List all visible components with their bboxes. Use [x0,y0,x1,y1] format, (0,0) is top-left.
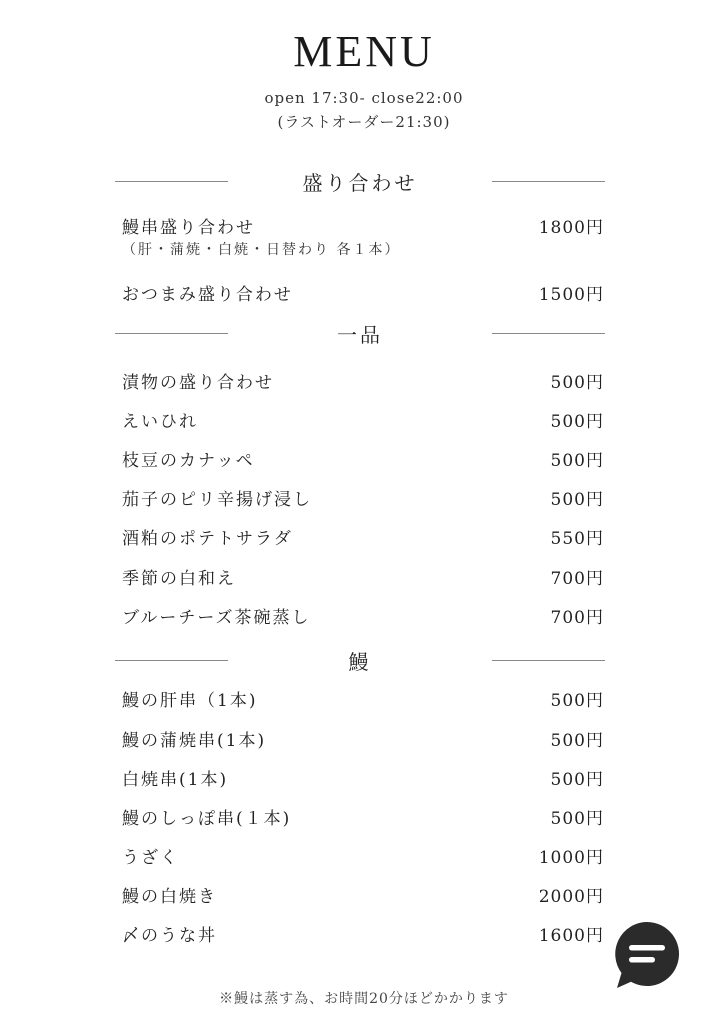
item-name: 季節の白和え [122,569,236,589]
item-name: おつまみ盛り合わせ [122,285,293,305]
menu-item [122,603,604,628]
menu-item [122,843,604,868]
menu-item [122,407,604,432]
item-name: うざく [122,848,179,868]
footnote: ※鰻は蒸す為、お時間20分ほどかかります [219,991,509,1007]
menu-item [122,368,604,393]
section-header-assorted [115,166,605,196]
item-name: ブルーチーズ茶碗蒸し [122,608,311,628]
item-name: 茄子のピリ辛揚げ浸し [122,490,312,510]
item-price: 1800円 [538,218,604,238]
menu-item [122,485,604,510]
divider [492,660,605,661]
item-name: 漬物の盛り合わせ [122,373,274,393]
item-price: 550円 [550,529,604,549]
item-name: 鰻串盛り合わせ [122,218,255,238]
item-name: 白焼串(1本) [122,770,229,790]
opening-hours: open 17:30- close22:00 [264,89,464,107]
item-name: 鰻の蒲焼串(1本) [122,731,267,751]
divider [115,660,228,661]
menu-item [122,804,604,829]
item-name: 鰻の白焼き [122,887,217,907]
item-price: 700円 [550,608,604,628]
menu-title: MENU [293,27,435,76]
item-price: 500円 [550,373,604,393]
menu-item [122,686,604,711]
chat-button[interactable] [611,918,683,990]
item-price: 1500円 [538,285,604,305]
item-name: えいひれ [122,412,198,432]
section-title: 盛り合わせ [302,170,418,195]
divider [115,333,228,334]
item-name: 枝豆のカナッペ [122,451,255,471]
item-price: 500円 [550,770,604,790]
chat-bubble-icon [611,918,683,990]
item-price: 1000円 [538,848,604,868]
last-order: (ラストオーダー21:30) [277,113,451,131]
menu-item [122,280,604,305]
menu-item [122,446,604,471]
menu-item [122,765,604,790]
item-price: 500円 [550,451,604,471]
item-name: 鰻のしっぽ串(１本) [122,809,292,829]
item-price: 2000円 [538,887,604,907]
item-price: 500円 [550,412,604,432]
item-price: 500円 [550,691,604,711]
divider [492,333,605,334]
divider [115,181,228,182]
item-name: 鰻の肝串（1本) [122,691,258,711]
menu-item [122,564,604,589]
item-price: 700円 [550,569,604,589]
item-price: 500円 [550,490,604,510]
item-price: 1600円 [538,926,604,946]
divider [492,181,605,182]
menu-item [122,524,604,549]
section-title: 一品 [337,322,383,347]
menu-item [122,882,604,907]
section-header-eel [115,645,605,675]
item-note: （肝・蒲焼・白焼・日替わり 各１本） [122,242,401,258]
menu-item [122,726,604,751]
item-name: 〆のうな丼 [122,926,217,946]
item-name: 酒粕のポテトサラダ [122,529,293,549]
item-price: 500円 [550,809,604,829]
menu-item [122,213,604,238]
menu-item [122,921,604,946]
section-title: 鰻 [348,649,372,674]
item-price: 500円 [550,731,604,751]
section-header-dishes [115,318,605,348]
